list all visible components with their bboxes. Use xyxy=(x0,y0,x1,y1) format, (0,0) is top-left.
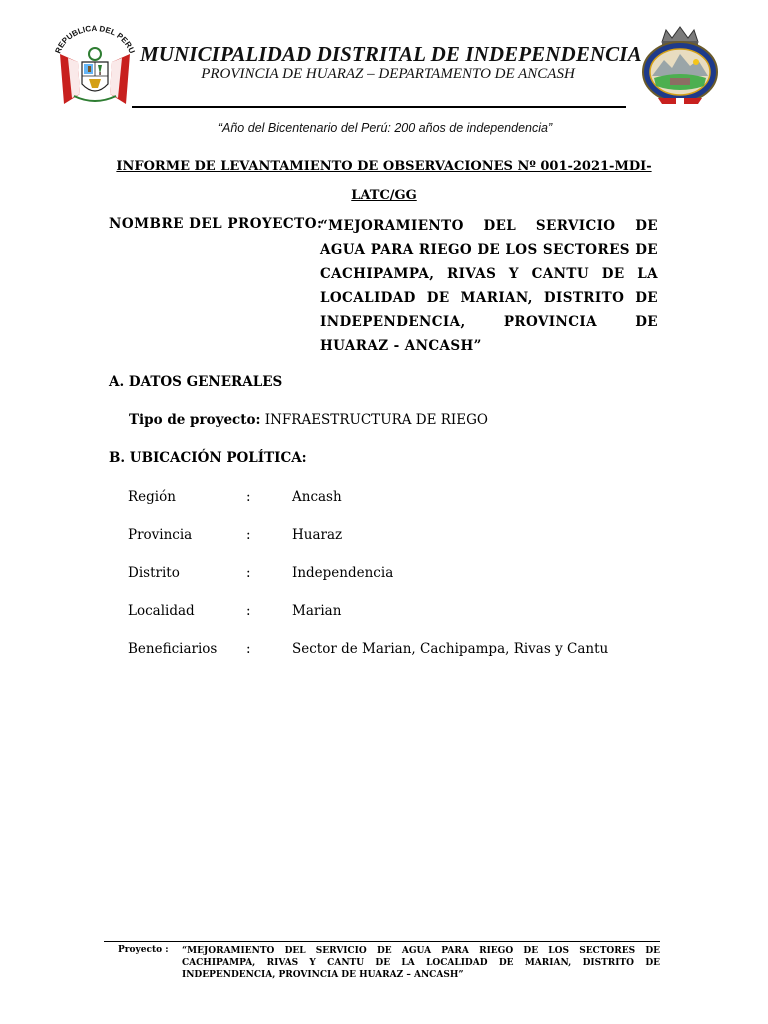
row-separator: : xyxy=(246,641,251,657)
row-value: Huaraz xyxy=(292,527,343,543)
project-label: NOMBRE DEL PROYECTO: xyxy=(109,216,323,232)
report-title: INFORME DE LEVANTAMIENTO DE OBSERVACIONES Nº 001-2021-MDI-LATC/GG xyxy=(116,159,652,203)
row-separator: : xyxy=(246,527,251,543)
row-separator: : xyxy=(246,565,251,581)
section-b-heading: B. UBICACIÓN POLÍTICA: xyxy=(109,450,307,466)
section-a-heading: A. DATOS GENERALES xyxy=(109,374,283,390)
row-value: Independencia xyxy=(292,565,394,581)
row-label: Región xyxy=(128,489,176,505)
project-type-label: Tipo de proyecto: xyxy=(129,412,261,428)
project-name: “MEJORAMIENTO DEL SERVICIO DE AGUA PARA RIEGO DE LOS SECTORES DE CACHIPAMPA, RIVAS Y CANTU DE LA LOCALIDAD DE MARIAN, DISTRITO DE INDEPENDENCIA, PROVINCIA DE HUARAZ - ANCASH” xyxy=(320,218,658,354)
row-label: Distrito xyxy=(128,565,180,581)
municipality-subtitle: PROVINCIA DE HUARAZ – DEPARTAMENTO DE ANCASH xyxy=(201,66,575,82)
year-motto: “Año del Bicentenario del Perú: 200 años de independencia” xyxy=(217,121,553,135)
row-label: Beneficiarios xyxy=(128,641,218,657)
footer-project-name: “MEJORAMIENTO DEL SERVICIO DE AGUA PARA RIEGO DE LOS SECTORES DE CACHIPAMPA, RIVAS Y CANTU DE LA LOCALIDAD DE MARIAN, DISTRITO DE INDEPENDENCIA, PROVINCIA DE HUARAZ – ANCASH” xyxy=(182,946,660,980)
project-type-value: INFRAESTRUCTURA DE RIEGO xyxy=(264,412,488,428)
row-value: Marian xyxy=(292,603,342,619)
district-seal-logo xyxy=(640,24,720,106)
emblem-arc-text: REPUBLICA DEL PERU xyxy=(53,24,137,55)
municipality-title: MUNICIPALIDAD DISTRITAL DE INDEPENDENCIA xyxy=(140,42,642,66)
header-divider xyxy=(132,106,626,108)
row-label: Localidad xyxy=(128,603,195,619)
footer-divider xyxy=(104,941,660,942)
row-value: Sector de Marian, Cachipampa, Rivas y Cantu xyxy=(292,641,609,657)
row-label: Provincia xyxy=(128,527,193,543)
project-type-row xyxy=(129,412,488,428)
peru-coat-of-arms-logo xyxy=(50,24,140,110)
row-separator: : xyxy=(246,489,251,505)
svg-text:REPUBLICA DEL PERU xyxy=(53,24,136,55)
row-separator: : xyxy=(246,603,251,619)
footer-project-label: Proyecto : xyxy=(118,945,169,955)
row-value: Ancash xyxy=(292,489,342,505)
